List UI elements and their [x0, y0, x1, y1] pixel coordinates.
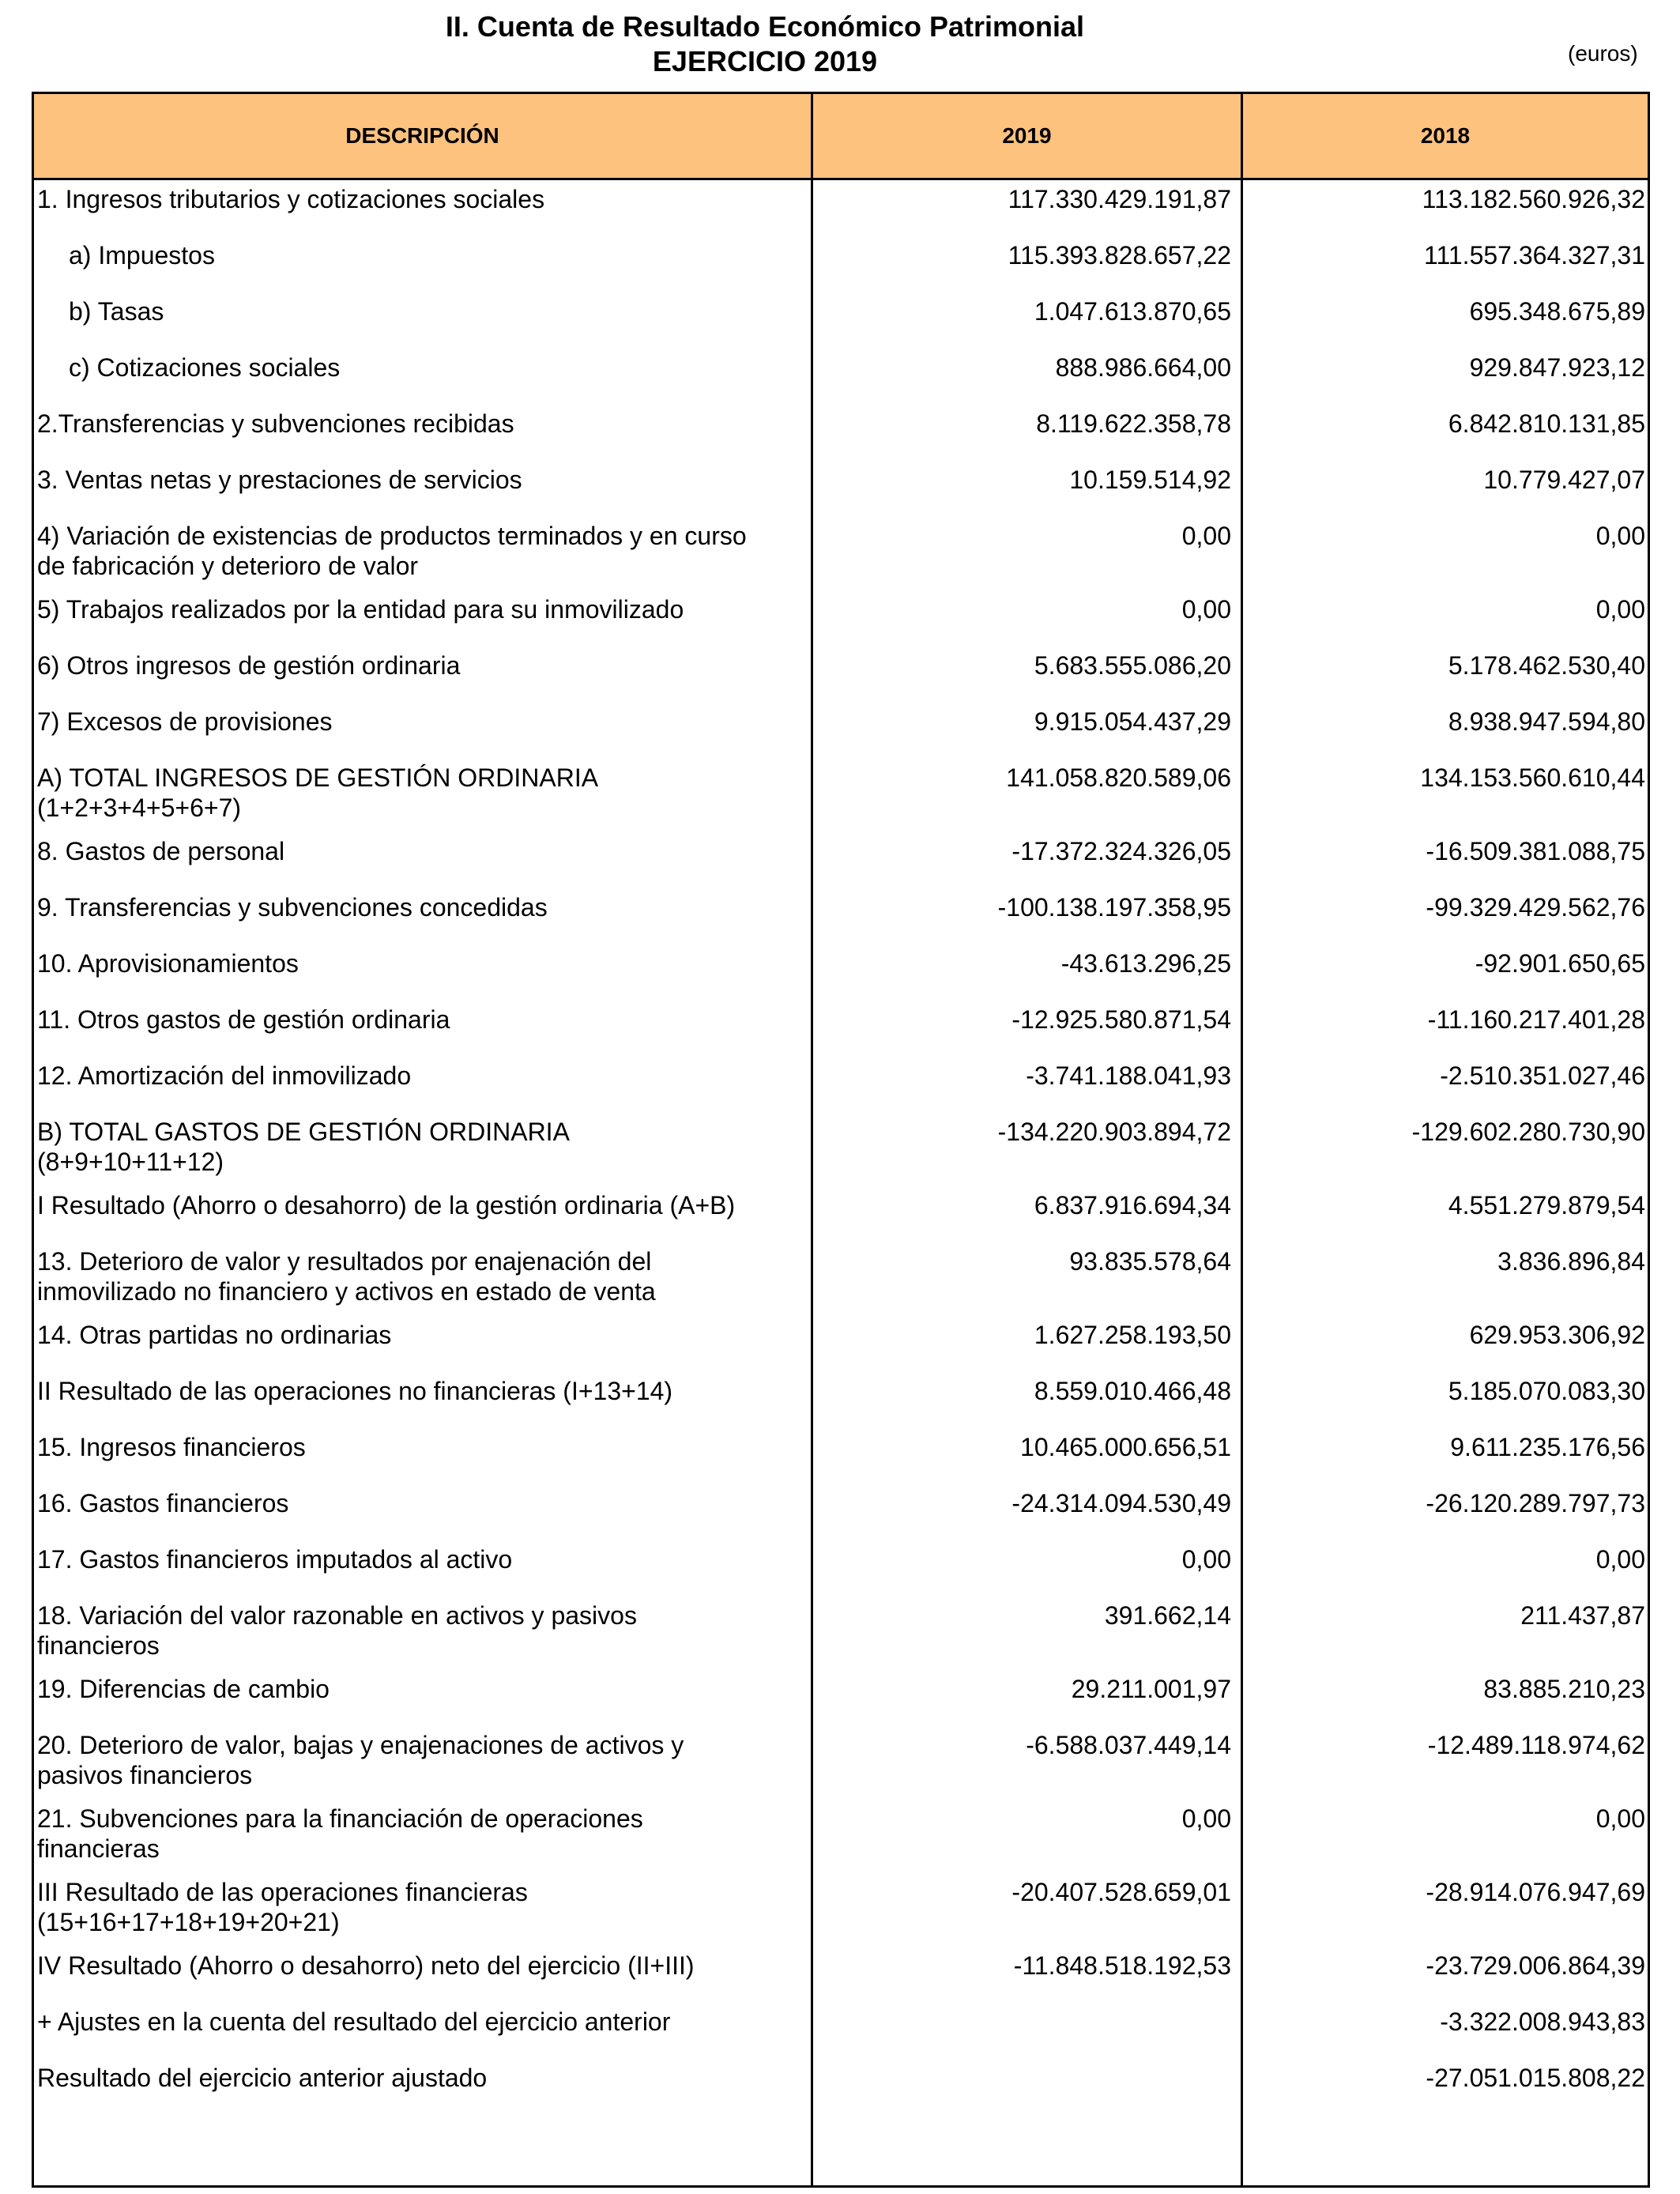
row-value-2018: 134.153.560.610,44 [1420, 763, 1645, 792]
row-value-2018: -16.509.381.088,75 [1426, 837, 1645, 865]
row-description: 1. Ingresos tributarios y cotizaciones sociales [37, 185, 545, 213]
row-value-2019: -100.138.197.358,95 [997, 893, 1231, 922]
row-description: 11. Otros gastos de gestión ordinaria [37, 1005, 450, 1034]
row-description: a) Impuestos [69, 241, 215, 270]
row-value-2019: 1.047.613.870,65 [1034, 297, 1231, 326]
row-value-2019: -6.588.037.449,14 [1026, 1731, 1231, 1759]
row-description: 14. Otras partidas no ordinarias [37, 1321, 392, 1349]
row-value-2018: -129.602.280.730,90 [1411, 1118, 1645, 1146]
row-value-2019: 93.835.578,64 [1069, 1247, 1231, 1276]
row-description: 10. Aprovisionamientos [37, 949, 299, 978]
column-header-description: DESCRIPCIÓN [345, 123, 499, 148]
row-value-2018: 0,00 [1595, 595, 1645, 624]
row-value-2018: 83.885.210,23 [1483, 1675, 1645, 1703]
row-description: IV Resultado (Ahorro o desahorro) neto del ejercicio (II+III) [37, 1951, 695, 1980]
row-description: 3. Ventas netas y prestaciones de servicios [37, 466, 522, 494]
row-value-2019: 888.986.664,00 [1055, 353, 1231, 382]
row-description: 20. Deterioro de valor, bajas y enajenaciones de activos y pasivos financieros [37, 1731, 684, 1789]
row-description: A) TOTAL INGRESOS DE GESTIÓN ORDINARIA (1+2+3+4+5+6+7) [37, 763, 599, 822]
row-value-2018: 629.953.306,92 [1469, 1321, 1645, 1349]
row-description: III Resultado de las operaciones financieras (15+16+17+18+19+20+21) [37, 1878, 528, 1936]
row-value-2019: 29.211.001,97 [1071, 1675, 1231, 1703]
row-value-2019: 117.330.429.191,87 [1008, 185, 1231, 213]
row-value-2018: -3.322.008.943,83 [1440, 2007, 1645, 2036]
row-value-2018: -27.051.015.808,22 [1426, 2064, 1645, 2092]
table-header [34, 94, 1648, 180]
row-description: Resultado del ejercicio anterior ajustado [37, 2064, 488, 2092]
report-title-line1: II. Cuenta de Resultado Económico Patrimonial [445, 10, 1085, 43]
row-description: 21. Subvenciones para la financiación de operaciones financieras [37, 1804, 643, 1863]
row-value-2019: 0,00 [1181, 595, 1231, 624]
row-description: 9. Transferencias y subvenciones concedidas [37, 893, 548, 922]
row-value-2018: 8.938.947.594,80 [1448, 707, 1645, 736]
row-description: 7) Excesos de provisiones [37, 707, 333, 736]
column-header-2019: 2019 [1002, 123, 1052, 148]
row-description: 4) Variación de existencias de productos terminados y en curso de fabricación y deterioro de valor [37, 522, 747, 580]
row-value-2018: 6.842.810.131,85 [1448, 409, 1645, 438]
row-value-2019: 115.393.828.657,22 [1008, 241, 1231, 270]
row-value-2019: -43.613.296,25 [1060, 949, 1231, 978]
row-description: 2.Transferencias y subvenciones recibidas [37, 409, 514, 438]
row-description: I Resultado (Ahorro o desahorro) de la gestión ordinaria (A+B) [37, 1191, 736, 1220]
row-value-2019: -20.407.528.659,01 [1011, 1878, 1231, 1906]
row-description: 8. Gastos de personal [37, 837, 285, 865]
row-value-2019: 9.915.054.437,29 [1034, 707, 1231, 736]
row-value-2018: -12.489.118.974,62 [1427, 1731, 1645, 1759]
row-value-2018: 113.182.560.926,32 [1422, 185, 1645, 213]
row-description: 15. Ingresos financieros [37, 1433, 306, 1461]
row-value-2018: 0,00 [1595, 1804, 1645, 1833]
row-value-2018: -23.729.006.864,39 [1426, 1951, 1645, 1980]
row-description: 12. Amortización del inmovilizado [37, 1061, 412, 1090]
row-value-2019: 0,00 [1181, 522, 1231, 550]
row-value-2018: 10.779.427,07 [1483, 466, 1645, 494]
column-header-2018: 2018 [1420, 123, 1471, 148]
row-description: 5) Trabajos realizados por la entidad para su inmovilizado [37, 595, 684, 624]
row-value-2019: -12.925.580.871,54 [1011, 1005, 1231, 1034]
row-value-2019: 10.159.514,92 [1069, 466, 1231, 494]
row-description: 13. Deterioro de valor y resultados por enajenación del inmovilizado no financiero y activos en estado de venta [37, 1247, 656, 1306]
row-value-2019: -24.314.094.530,49 [1011, 1489, 1231, 1517]
row-description: 19. Diferencias de cambio [37, 1675, 330, 1703]
row-value-2019: -3.741.188.041,93 [1026, 1061, 1231, 1090]
row-value-2018: -99.329.429.562,76 [1426, 893, 1645, 922]
row-description: + Ajustes en la cuenta del resultado del ejercicio anterior [37, 2007, 671, 2036]
row-value-2019: 10.465.000.656,51 [1020, 1433, 1231, 1461]
results-table [32, 92, 1650, 2188]
row-description: B) TOTAL GASTOS DE GESTIÓN ORDINARIA (8+9+10+11+12) [37, 1118, 570, 1176]
row-value-2018: 0,00 [1595, 522, 1645, 550]
row-description: b) Tasas [69, 297, 164, 326]
row-value-2019: 0,00 [1181, 1804, 1231, 1833]
row-value-2019: 1.627.258.193,50 [1034, 1321, 1231, 1349]
row-value-2018: 5.178.462.530,40 [1448, 651, 1645, 680]
row-value-2019: 6.837.916.694,34 [1034, 1191, 1231, 1220]
row-value-2018: 211.437,87 [1520, 1601, 1645, 1630]
row-description: 18. Variación del valor razonable en activos y pasivos financieros [37, 1601, 637, 1660]
row-value-2019: 8.119.622.358,78 [1036, 409, 1231, 438]
row-value-2018: -2.510.351.027,46 [1440, 1061, 1645, 1090]
row-value-2019: -17.372.324.326,05 [1011, 837, 1231, 865]
row-value-2018: 3.836.896,84 [1497, 1247, 1645, 1276]
row-description: 17. Gastos financieros imputados al activo [37, 1545, 513, 1574]
row-value-2019: -134.220.903.894,72 [997, 1118, 1231, 1146]
row-value-2018: -26.120.289.797,73 [1426, 1489, 1645, 1517]
row-value-2018: -11.160.217.401,28 [1427, 1005, 1645, 1034]
report-title [0, 9, 1530, 79]
units-label: (euros) [1568, 41, 1638, 66]
row-value-2018: -92.901.650,65 [1475, 949, 1645, 978]
row-value-2019: 391.662,14 [1104, 1601, 1231, 1630]
row-description: 6) Otros ingresos de gestión ordinaria [37, 651, 461, 680]
row-value-2018: 5.185.070.083,30 [1448, 1377, 1645, 1405]
row-value-2019: 8.559.010.466,48 [1034, 1377, 1231, 1405]
report-title-line2: EJERCICIO 2019 [652, 45, 878, 77]
row-value-2018: 111.557.364.327,31 [1424, 241, 1645, 270]
row-value-2018: 4.551.279.879,54 [1448, 1191, 1645, 1220]
row-value-2019: 141.058.820.589,06 [1006, 763, 1231, 792]
row-description: c) Cotizaciones sociales [69, 353, 341, 382]
row-value-2019: 5.683.555.086,20 [1034, 651, 1231, 680]
row-description: II Resultado de las operaciones no financieras (I+13+14) [37, 1377, 673, 1405]
row-description: 16. Gastos financieros [37, 1489, 289, 1517]
row-value-2019: -11.848.518.192,53 [1013, 1951, 1231, 1980]
row-value-2018: 9.611.235.176,56 [1450, 1433, 1645, 1461]
row-value-2018: 0,00 [1595, 1545, 1645, 1574]
row-value-2018: 695.348.675,89 [1469, 297, 1645, 326]
row-value-2019: 0,00 [1181, 1545, 1231, 1574]
row-value-2018: -28.914.076.947,69 [1426, 1878, 1645, 1906]
row-value-2018: 929.847.923,12 [1469, 353, 1645, 382]
